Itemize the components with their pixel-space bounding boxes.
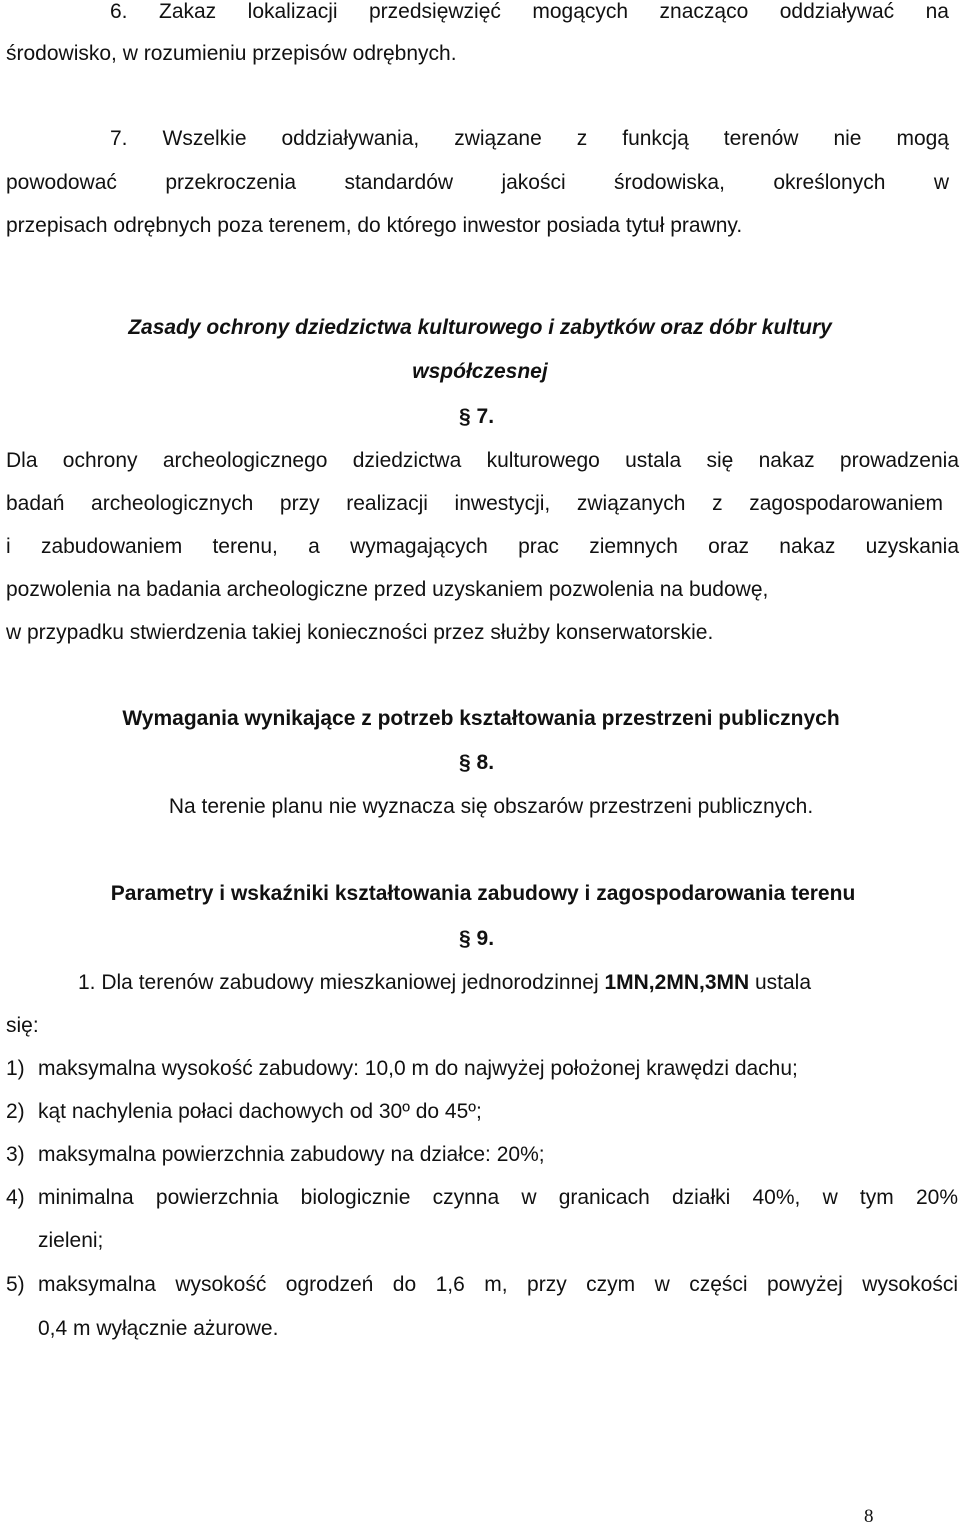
list-item-3-text: maksymalna powierzchnia zabudowy na działce: 20%;	[38, 1143, 545, 1166]
public-space-heading: Wymagania wynikające z potrzeb kształtowania przestrzeni publicznych	[122, 707, 840, 730]
list-item-2-text: kąt nachylenia połaci dachowych od 30º do 45º;	[38, 1100, 482, 1123]
list-item-5-text: maksymalna wysokość ogrodzeń do 1,6 m, przy czym w części powyżej wysokości	[38, 1273, 958, 1296]
item-7-line-3: przepisach odrębnych poza terenem, do którego inwestor posiada tytuł prawny.	[6, 214, 743, 237]
item-7-line-1: 7. Wszelkie oddziaływania, związane z funkcją terenów nie mogą	[110, 127, 949, 150]
list-item-1-text: maksymalna wysokość zabudowy: 10,0 m do najwyżej położonej krawędzi dachu;	[38, 1057, 798, 1080]
item-6-line-2: środowisko, w rozumieniu przepisów odrębnych.	[6, 42, 457, 65]
heritage-text-line-2: badań archeologicznych przy realizacji inwestycji, związanych z zagospodarowaniem	[6, 492, 943, 515]
zone-symbols: 1MN,2MN,3MN	[604, 971, 750, 994]
list-item-5-number: 5)	[6, 1273, 25, 1296]
parameters-intro-line-2: się:	[6, 1014, 39, 1037]
list-item-4-text-continued: zieleni;	[38, 1229, 104, 1252]
public-space-text: Na terenie planu nie wyznacza się obszarów przestrzeni publicznych.	[168, 795, 814, 818]
heritage-text-line-3: i zabudowaniem terenu, a wymagających prac ziemnych oraz nakaz uzyskania	[6, 535, 959, 558]
heritage-text-line-1: Dla ochrony archeologicznego dziedzictwa kulturowego ustala się nakaz prowadzenia	[6, 449, 959, 472]
page-number: 8	[864, 1506, 874, 1527]
paragraph-9-mark: § 9.	[459, 927, 495, 950]
list-item-4-text: minimalna powierzchnia biologicznie czynna w granicach działki 40%, w tym 20%	[38, 1186, 958, 1209]
heritage-heading-line-1: Zasady ochrony dziedzictwa kulturowego i zabytków oraz dóbr kultury	[128, 316, 832, 339]
parameters-intro-before: 1. Dla terenów zabudowy mieszkaniowej jednorodzinnej	[78, 971, 605, 994]
heritage-text-line-5: w przypadku stwierdzenia takiej konieczności przez służby konserwatorskie.	[6, 621, 714, 644]
list-item-1-number: 1)	[6, 1057, 25, 1080]
heritage-heading-line-2: współczesnej	[412, 360, 548, 383]
list-item-4-number: 4)	[6, 1186, 25, 1209]
list-item-5-text-continued: 0,4 m wyłącznie ażurowe.	[38, 1317, 279, 1340]
paragraph-8-mark: § 8.	[459, 751, 495, 774]
heritage-text-line-4: pozwolenia na badania archeologiczne przed uzyskaniem pozwolenia na budowę,	[6, 578, 769, 601]
parameters-intro-line-1	[78, 971, 811, 995]
parameters-intro-after: ustala	[749, 971, 812, 994]
list-item-2-number: 2)	[6, 1100, 25, 1123]
item-7-line-2: powodować przekroczenia standardów jakości środowiska, określonych w	[6, 171, 949, 194]
item-6-line-1: 6. Zakaz lokalizacji przedsięwzięć mogących znacząco oddziaływać na	[110, 0, 949, 23]
paragraph-7-mark: § 7.	[459, 405, 495, 428]
parameters-heading: Parametry i wskaźniki kształtowania zabudowy i zagospodarowania terenu	[110, 882, 856, 905]
list-item-3-number: 3)	[6, 1143, 25, 1166]
